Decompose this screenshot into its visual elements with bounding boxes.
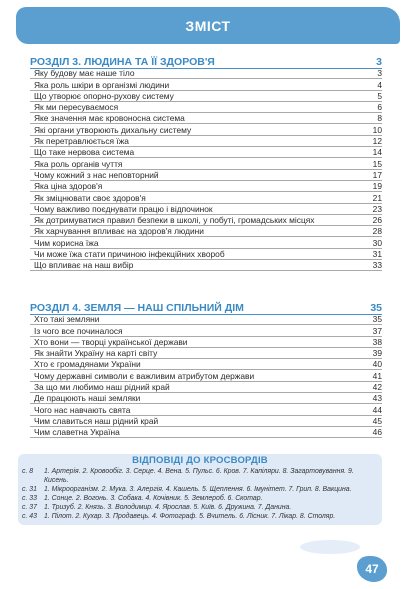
toc-entry[interactable] — [30, 237, 382, 248]
toc-entry[interactable] — [30, 337, 382, 348]
answer-text: 1. Сонце. 2. Вогонь. 3. Собака. 4. Кочівник. 5. Землероб. 6. Скотар. — [44, 495, 263, 502]
toc-entry-label: Хто такі земляни — [34, 314, 100, 325]
toc-entry-label: Чи може їжа стати причиною інфекційних хвороб — [34, 249, 225, 260]
toc-entry[interactable] — [30, 393, 382, 404]
toc-entry[interactable] — [30, 113, 382, 124]
section-4-entries — [30, 314, 382, 438]
section-4-title: РОЗДІЛ 4. ЗЕМЛЯ — НАШ СПІЛЬНИЙ ДІМ — [30, 302, 244, 314]
toc-entry[interactable] — [30, 260, 382, 271]
toc-entry[interactable] — [30, 427, 382, 438]
toc-entry-label: Яке значення має кровоносна система — [34, 113, 185, 124]
page-title: ЗМІСТ — [185, 17, 231, 34]
section-3-title: РОЗДІЛ 3. ЛЮДИНА ТА ЇЇ ЗДОРОВ'Я — [30, 56, 215, 68]
toc-entry-page: 33 — [372, 260, 382, 271]
toc-entry-page: 15 — [372, 158, 382, 169]
toc-entry-page: 21 — [372, 192, 382, 203]
section-3-heading[interactable] — [30, 52, 382, 69]
toc-entry[interactable] — [30, 170, 382, 181]
toc-entry-label: Що утворює опорно-рухову систему — [34, 90, 174, 101]
toc-entry[interactable] — [30, 370, 382, 381]
toc-entry-page: 6 — [377, 102, 382, 113]
toc-entry[interactable] — [30, 325, 382, 336]
toc-entry[interactable] — [30, 249, 382, 260]
toc-entry[interactable] — [30, 181, 382, 192]
page-number-badge — [357, 556, 387, 582]
toc-entry-label: Яка роль шкіри в організмі людини — [34, 79, 170, 90]
toc-entry-page: 38 — [372, 336, 382, 347]
toc-entry-label: Чому кожний з нас неповторний — [34, 169, 159, 180]
toc-entry-page: 40 — [372, 359, 382, 370]
toc-entry-label: Чим славетна Україна — [34, 427, 120, 438]
toc-entry[interactable] — [30, 226, 382, 237]
toc-entry-page: 10 — [372, 124, 382, 135]
answer-page-ref: с. 31 — [22, 486, 37, 493]
toc-entry-label: Хто є громадянами України — [34, 359, 141, 370]
toc-entry-page: 42 — [372, 382, 382, 393]
toc-entry[interactable] — [30, 204, 382, 215]
toc-entry-page: 12 — [372, 136, 382, 147]
toc-entry-label: Чого нас навчають свята — [34, 404, 131, 415]
toc-entry-page: 4 — [377, 79, 382, 90]
answer-text: 1. Артерія. 2. Кровообіг. 3. Серце. 4. Вена. 5. Пульс. 6. Кров. 7. Капіляри. 8. Загартовування. 9. Кисень. — [44, 468, 354, 484]
toc-entry-label: Чому державні символи є важливим атрибутом держави — [34, 370, 255, 381]
toc-entry-label: Як знайти Україну на карті світу — [34, 348, 158, 359]
toc-entry-page: 39 — [372, 348, 382, 359]
toc-entry-label: Які органи утворюють дихальну систему — [34, 124, 192, 135]
answer-row — [18, 485, 382, 494]
toc-entry-page: 5 — [377, 90, 382, 101]
toc-entry[interactable] — [30, 79, 382, 90]
toc-entry-page: 3 — [377, 68, 382, 79]
toc-entry-label: Де працюють наші земляки — [34, 393, 141, 404]
toc-entry-page: 28 — [372, 226, 382, 237]
toc-entry[interactable] — [30, 68, 382, 79]
toc-entry-page: 44 — [372, 404, 382, 415]
toc-entry[interactable] — [30, 192, 382, 203]
answer-row — [18, 503, 382, 512]
toc-entry-page: 30 — [372, 237, 382, 248]
toc-entry-label: Як дотримуватися правил безпеки в школі, у побуті, громадських місцях — [34, 215, 315, 226]
toc-entry-page: 35 — [372, 314, 382, 325]
answer-row — [18, 494, 382, 503]
toc-entry[interactable] — [30, 348, 382, 359]
toc-entry-page: 31 — [372, 249, 382, 260]
toc-entry-label: Як зміцнювати своє здоров'я — [34, 192, 146, 203]
toc-entry-page: 8 — [377, 113, 382, 124]
answer-row — [18, 467, 382, 485]
toc-entry[interactable] — [30, 404, 382, 415]
answers-list — [18, 467, 382, 521]
answer-page-ref: с. 33 — [22, 495, 37, 502]
toc-entry-label: Чому важливо поєднувати працю і відпочинок — [34, 203, 213, 214]
decorative-blob — [300, 540, 360, 554]
toc-entry-label: Яка ціна здоров'я — [34, 181, 103, 192]
toc-entry[interactable] — [30, 314, 382, 325]
answer-text: 1. Пілот. 2. Кухар. 3. Продавець. 4. Фотограф. 5. Вчитель. 6. Лісник. 7. Лікар. 8. Столяр. — [44, 513, 336, 520]
section-3-entries — [30, 68, 382, 271]
toc-entry-label: Із чого все починалося — [34, 325, 123, 336]
toc-entry-label: Що впливає на наш вибір — [34, 260, 134, 271]
toc-entry[interactable] — [30, 147, 382, 158]
section-4-heading[interactable] — [30, 298, 382, 315]
answers-title: ВІДПОВІДІ ДО КРОСВОРДІВ — [132, 455, 268, 466]
toc-entry-label: Хто вони — творці української держави — [34, 336, 188, 347]
toc-entry-label: Яка роль органів чуття — [34, 158, 123, 169]
crossword-answers-box — [18, 454, 382, 525]
answer-page-ref: с. 43 — [22, 513, 37, 520]
toc-entry-page: 43 — [372, 393, 382, 404]
toc-entry-page: 14 — [372, 147, 382, 158]
toc-entry[interactable] — [30, 359, 382, 370]
toc-entry-page: 41 — [372, 370, 382, 381]
toc-entry-label: Яку будову має наше тіло — [34, 68, 135, 79]
title-banner — [16, 7, 400, 44]
toc-entry[interactable] — [30, 158, 382, 169]
toc-entry-page: 19 — [372, 181, 382, 192]
section-3-page: 3 — [376, 56, 382, 68]
page-number: 47 — [365, 562, 379, 576]
section-4-page: 35 — [370, 302, 382, 314]
toc-entry[interactable] — [30, 91, 382, 102]
toc-entry-page: 37 — [372, 325, 382, 336]
toc-entry-label: Чим корисна їжа — [34, 237, 99, 248]
toc-entry[interactable] — [30, 215, 382, 226]
toc-entry-label: Як ми пересуваємося — [34, 102, 119, 113]
toc-entry-label: Чим славиться наш рідний край — [34, 415, 159, 426]
toc-entry[interactable] — [30, 124, 382, 135]
toc-entry-label: Що таке нервова система — [34, 147, 135, 158]
answer-page-ref: с. 37 — [22, 504, 37, 511]
toc-entry[interactable] — [30, 416, 382, 427]
toc-entry-page: 26 — [372, 215, 382, 226]
toc-entry-page: 45 — [372, 415, 382, 426]
toc-entry-page: 17 — [372, 169, 382, 180]
answer-row — [18, 512, 382, 521]
answer-text: 1. Тризуб. 2. Князь. 3. Володимир. 4. Ярослав. 5. Київ. 6. Дружина. 7. Данина. — [44, 504, 292, 511]
toc-entry-label: За що ми любимо наш рідний край — [34, 382, 170, 393]
toc-entry[interactable] — [30, 382, 382, 393]
answer-text: 1. Мікроорганізм. 2. Мука. 3. Алергія. 4. Кашель. 5. Щеплення. 6. Імунітет. 7. Грип. 8. Вакцина. — [44, 486, 352, 493]
toc-entry-label: Як перетравлюється їжа — [34, 136, 129, 147]
toc-entry-page: 46 — [372, 427, 382, 438]
toc-entry[interactable] — [30, 102, 382, 113]
toc-entry[interactable] — [30, 136, 382, 147]
answer-page-ref: с. 8 — [22, 468, 34, 475]
toc-entry-page: 23 — [372, 203, 382, 214]
toc-entry-label: Як харчування впливає на здоров'я людини — [34, 226, 204, 237]
